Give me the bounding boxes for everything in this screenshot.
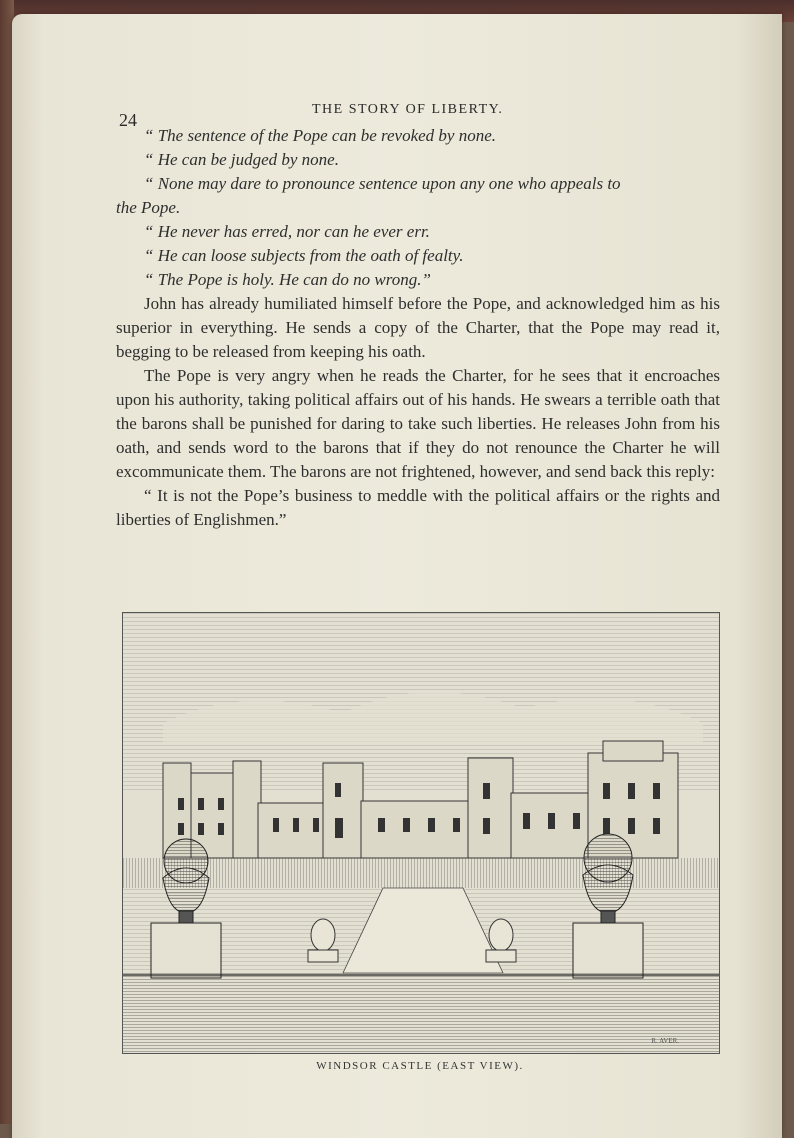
quote-line: “ He can loose subjects from the oath of fealty.	[144, 246, 464, 265]
quote-line: “ The sentence of the Pope can be revoked by none.	[144, 126, 496, 145]
quote-line: the Pope.	[116, 198, 181, 217]
body-text	[116, 124, 720, 532]
foreground	[123, 973, 719, 1053]
engraving-drawing	[123, 613, 719, 1053]
engraver-signature: R. AVER.	[651, 1037, 679, 1045]
quote-line: “ None may dare to pronounce sentence upon any one who appeals to	[144, 174, 621, 193]
running-title: THE STORY OF LIBERTY.	[312, 102, 504, 117]
quote-line: “ He can be judged by none.	[144, 150, 339, 169]
quote-line: “ The Pope is holy. He can do no wrong.”	[144, 270, 431, 289]
illustration-caption: WINDSOR CASTLE (EAST VIEW).	[316, 1060, 524, 1072]
quote-line: “ He never has erred, nor can he ever err.	[144, 222, 430, 241]
paragraph: John has already humiliated himself before the Pope, and acknowledged him as his superior in everything. He sends a copy of the Charter, that the Pope may read it, begging to be released from keeping his oath.	[116, 294, 720, 361]
windsor-castle-engraving	[122, 612, 720, 1054]
page-number: 24	[119, 110, 137, 130]
paragraph: The Pope is very angry when he reads the Charter, for he sees that it encroaches upon his authority, taking political affairs out of his hands. He swears a terrible oath that the barons shall be punished for daring to take such liberties. He releases John from his oath, and sends word to the barons that if they do not renounce the Charter he will excommunicate them. The barons are not frightened, however, and send back this reply:	[116, 366, 720, 481]
quoted-reply: “ It is not the Pope’s business to meddle with the political affairs or the rights and liberties of Englishmen.”	[116, 486, 720, 529]
page-header	[0, 88, 794, 130]
